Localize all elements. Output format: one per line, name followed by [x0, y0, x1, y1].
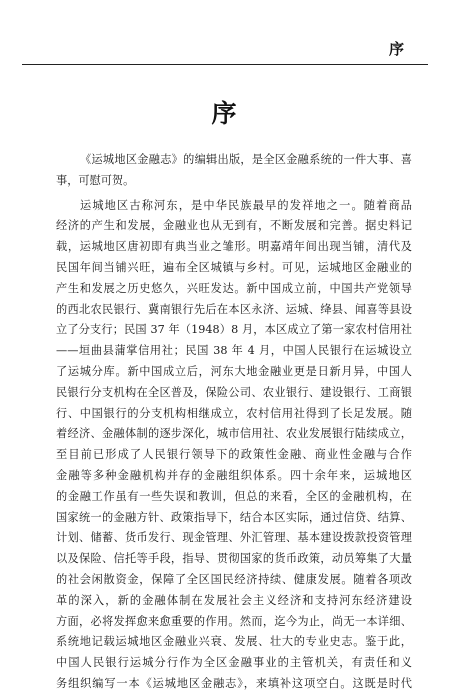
text-line: 运城地区古称河东，是中华民族最早的发祥地之一。随着商品 [80, 198, 412, 212]
running-header [0, 0, 450, 68]
body-text [56, 150, 412, 695]
text-line: 了运城分库。新中国成立后，河东大地金融业更是日新月异，中国人 [56, 364, 412, 378]
text-line: 载，运城地区唐初即有典当业之雏形。明嘉靖年间出现当铺，清代及 [56, 240, 412, 254]
text-line: 系统地记载运城地区金融业兴衰、发展、壮大的专业史志。鉴于此， [56, 635, 412, 649]
text-line: 国家统一的金融方针、政策指导下，结合本区实际，通过信贷、结算、 [56, 510, 412, 524]
text-line: 产生和发展之历史悠久，兴旺发达。新中国成立前，中国共产党领导 [56, 281, 412, 295]
text-line: 中国人民银行运城分行作为全区金融事业的主管机关，有责任和义 [56, 656, 412, 670]
text-line: 的金融工作虽有一些失误和教训，但总的来看，全区的金融机构，在 [56, 489, 412, 503]
text-line: 经济的产生和发展，金融业也从无到有，不断发展和完善。据史料记 [56, 219, 412, 233]
text-line: 着经济、金融体制的逐步深化，城市信用社、农业发展银行陆续成立， [56, 427, 412, 441]
text-line: 《运城地区金融志》的编辑出版，是全区金融系统的一件大事、喜 [80, 153, 412, 166]
text-line: 至目前已形成了人民银行领导下的政策性金融、商业性金融与合作 [56, 448, 412, 462]
text-line: 民国年间当铺兴旺，遍布全区城镇与乡村。可见，运城地区金融业的 [56, 260, 412, 274]
text-line: 务组织编写一本《运城地区金融志》，来填补这项空白。这既是时代 [56, 676, 412, 690]
text-line: 以及保险、信托等手段，指导、贯彻国家的货币政策，动员筹集了大量 [56, 552, 412, 566]
text-line: 计划、储蓄、货币发行、现金管理、外汇管理、基本建设拨款投资管理 [56, 531, 412, 545]
text-line: 革的深入，新的金融体制在发展社会主义经济和支持河东经济建设 [56, 593, 412, 607]
text-line: 的社会闲散资金，保障了全区国民经济持续、健康发展。随着各项改 [56, 572, 412, 586]
header-rule [22, 64, 428, 65]
chapter-title: 序 [211, 99, 239, 128]
text-line: 的西北农民银行、冀南银行先后在本区永济、运城、绛县、闻喜等县设 [56, 302, 412, 316]
text-line: 方面，必将发挥愈来愈重要的作用。然而，迄今为止，尚无一本详细、 [56, 614, 412, 628]
text-line: 事，可慰可贺。 [56, 173, 135, 187]
text-line: ——垣曲县蒲掌信用社；民国 38 年 4 月，中国人民银行在运城设立 [56, 344, 412, 358]
text-line: 行、中国银行的分支机构相继成立，农村信用社得到了长足发展。随 [56, 406, 412, 420]
running-head-label: 序 [388, 40, 404, 58]
text-line: 民银行分支机构在全区普及，保险公司、农业银行、建设银行、工商银 [56, 385, 412, 399]
text-line: 金融等多种金融机构并存的金融组织体系。四十余年来，运城地区 [56, 468, 412, 482]
text-line: 立了分支行；民国 37 年（1948）8 月，本区成立了第一家农村信用社 [56, 323, 412, 337]
